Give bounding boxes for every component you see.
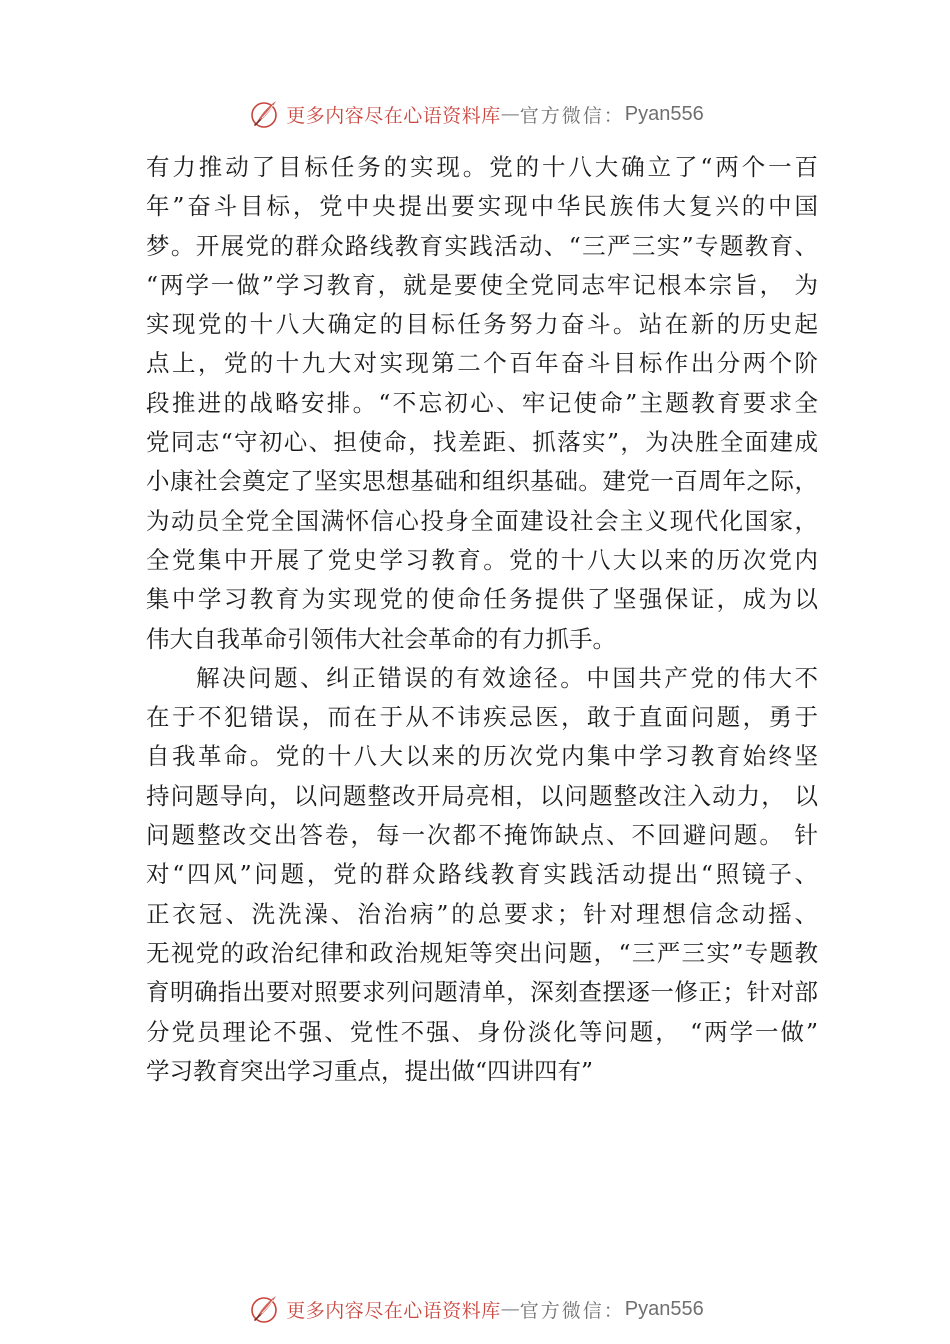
text-line: 党同志“守初心、担使命，找差距、抓落实”，为决胜全面建成 (146, 428, 818, 457)
text-line: 点上，党的十九大对实现第二个百年奋斗目标作出分两个阶 (146, 349, 818, 378)
text-line: 全党集中开展了党史学习教育。党的十八大以来的历次党内 (146, 545, 818, 574)
text-line: 年”奋斗目标，党中央提出要实现中华民族伟大复兴的中国 (146, 192, 818, 221)
watermark-dash: — (500, 1298, 520, 1320)
text-line: 集中学习教育为实现党的使命任务提供了坚强保证，成为以 (146, 585, 818, 614)
text-line: 无视党的政治纪律和政治规矩等突出问题，“三严三实”专题教 (146, 938, 818, 967)
text-line: 段推进的战略安排。“不忘初心、牢记使命”主题教育要求全 (146, 388, 818, 417)
watermark-header (0, 94, 950, 134)
watermark-wechat-label: 官方微信： (519, 1299, 625, 1322)
text-line: 学习教育突出学习重点，提出做“四讲四有” (146, 1056, 594, 1085)
text-line: 正衣冠、洗洗澡、治治病”的总要求；针对理想信念动摇、 (146, 899, 818, 928)
text-line: 育明确指出要对照要求列问题清单，深刻查摆逐一修正；针对部 (146, 978, 818, 1007)
quill-pen-logo-icon (246, 96, 282, 132)
text-line: 实现党的十八大确定的目标任务努力奋斗。站在新的历史起 (146, 310, 818, 339)
paragraph-1 (146, 148, 818, 659)
text-line: 小康社会奠定了坚实思想基础和组织基础。建党一百周年之际， (146, 467, 818, 496)
watermark-wechat-id: Pyan556 (624, 102, 704, 125)
watermark-site-text: 更多内容尽在心语资料库 (286, 1299, 501, 1322)
text-line: 在于不犯错误，而在于从不讳疾忌医，敢于直面问题，勇于 (146, 703, 818, 732)
text-line: 梦。开展党的群众路线教育实践活动、“三严三实”专题教育、 (146, 231, 818, 260)
document-body (146, 148, 818, 1091)
text-line: 有力推动了目标任务的实现。党的十八大确立了“两个一百 (146, 153, 818, 181)
watermark-footer (0, 1289, 950, 1329)
text-line: 持问题导向，以问题整改开局亮相，以问题整改注入动力， 以 (146, 781, 818, 810)
text-line: 伟大自我革命引领伟大社会革命的有力抓手。 (146, 624, 616, 653)
text-line: 分党员理论不强、党性不强、身份淡化等问题， “两学一做” (146, 1017, 818, 1046)
watermark-wechat-label: 官方微信： (519, 104, 625, 127)
watermark-site-text: 更多内容尽在心语资料库 (286, 104, 501, 127)
text-line: 对“四风”问题，党的群众路线教育实践活动提出“照镜子、 (146, 860, 818, 889)
text-line: “两学一做”学习教育，就是要使全党同志牢记根本宗旨， 为 (146, 270, 818, 299)
quill-pen-logo-icon (246, 1291, 282, 1327)
text-line: 自我革命。党的十八大以来的历次党内集中学习教育始终坚 (146, 742, 818, 771)
text-line: 解决问题、纠正错误的有效途径。中国共产党的伟大不 (196, 663, 818, 692)
text-line: 问题整改交出答卷，每一次都不掩饰缺点、不回避问题。 针 (146, 821, 818, 850)
text-line: 为动员全党全国满怀信心投身全面建设社会主义现代化国家， (146, 506, 818, 535)
paragraph-2 (146, 659, 818, 1091)
watermark-dash: — (500, 103, 520, 125)
watermark-wechat-id: Pyan556 (624, 1297, 704, 1320)
